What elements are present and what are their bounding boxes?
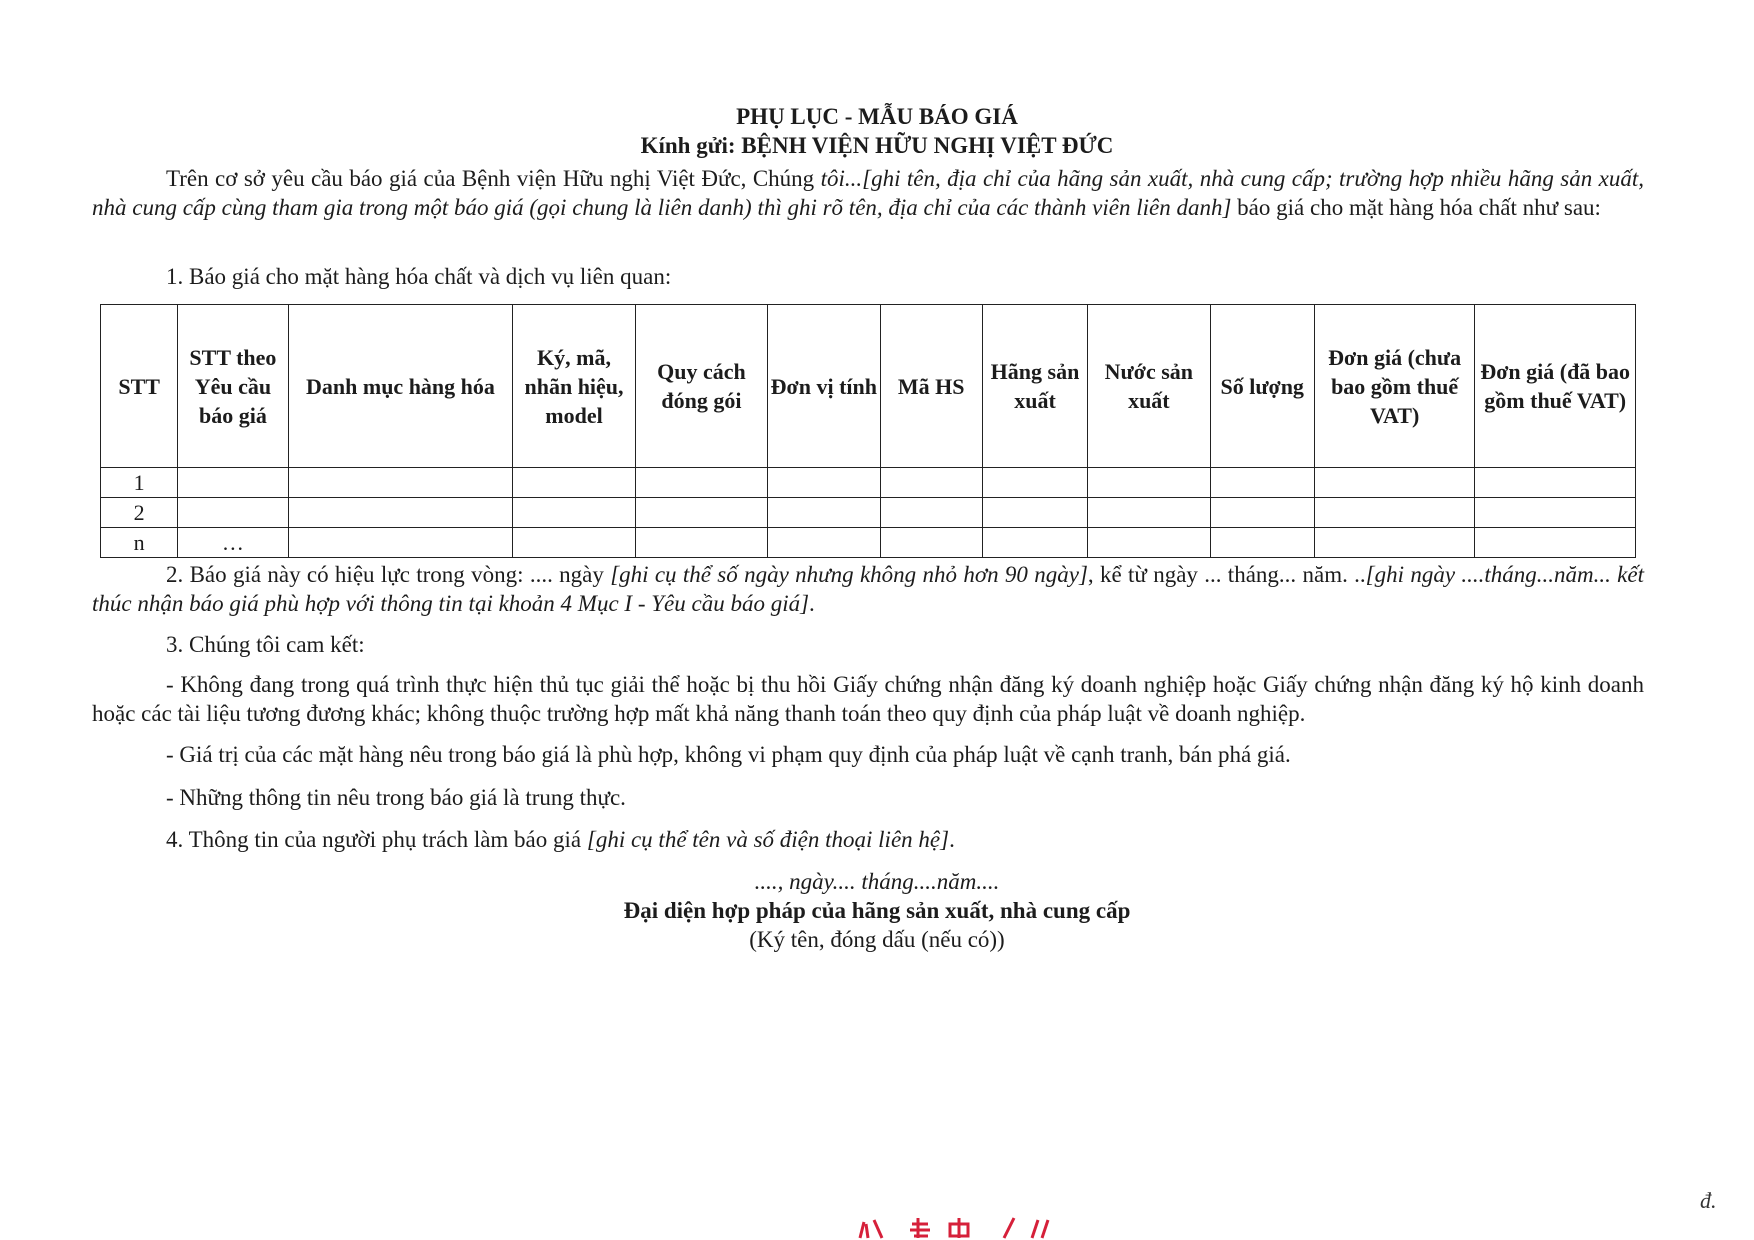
signature-note: (Ký tên, đóng dấu (nếu có))	[749, 927, 1005, 952]
intro-paragraph	[92, 164, 1644, 222]
table-cell	[1475, 468, 1636, 498]
header-price-incl-vat: Đơn giá (đã bao gồm thuế VAT)	[1475, 305, 1636, 468]
intro-text-2: báo giá cho mặt hàng hóa chất như sau:	[1231, 195, 1601, 220]
header-brand-model: Ký, mã, nhãn hiệu, model	[513, 305, 635, 468]
table-cell	[1210, 528, 1314, 558]
header-stt-request: STT theo Yêu cầu báo giá	[178, 305, 288, 468]
table-cell	[635, 498, 767, 528]
header-quantity: Số lượng	[1210, 305, 1314, 468]
table-cell	[1088, 468, 1210, 498]
section-2-text-1: 2. Báo giá này có hiệu lực trong vòng: .... ngày	[166, 562, 611, 587]
row-stt: 1	[101, 468, 178, 498]
signature-date	[0, 867, 1754, 896]
signature-date-text: ...., ngày.... tháng....năm....	[754, 869, 1000, 894]
table-header-row	[101, 305, 1636, 468]
commitment-2: - Giá trị của các mặt hàng nêu trong báo giá là phù hợp, không vi phạm quy định của pháp luật về cạnh tranh, bán phá giá.	[166, 742, 1291, 767]
page-title: PHỤ LỤC - MẪU BÁO GIÁ	[736, 104, 1018, 129]
header-stt: STT	[101, 305, 178, 468]
table-cell	[982, 498, 1087, 528]
table-cell	[768, 528, 880, 558]
quote-table	[100, 304, 1636, 558]
row-stt-request	[178, 498, 288, 528]
row-stt: n	[101, 528, 178, 558]
section-3-heading: 3. Chúng tôi cam kết:	[166, 632, 365, 657]
header-hs-code: Mã HS	[880, 305, 982, 468]
header-manufacturer: Hãng sản xuất	[982, 305, 1087, 468]
intro-instruction: tôi...[ghi tên, địa chỉ của hãng sản xuất, nhà cung cấp; trường hợp nhiều hãng sản xuất, nhà cung cấp cùng tham gia trong một báo giá (gọi chung là liên danh) thì ghi rõ tên, địa chỉ của các thành viên liên danh]	[92, 166, 1644, 220]
table-cell	[1475, 528, 1636, 558]
table-row	[101, 498, 1636, 528]
table-cell	[513, 498, 635, 528]
table-row	[101, 468, 1636, 498]
section-4-instruction: [ghi cụ thể tên và số điện thoại liên hệ]	[586, 827, 950, 852]
signature-title: Đại diện hợp pháp của hãng sản xuất, nhà cung cấp	[623, 898, 1131, 923]
section-1-heading: 1. Báo giá cho mặt hàng hóa chất và dịch vụ liên quan:	[166, 264, 672, 289]
row-stt: 2	[101, 498, 178, 528]
table-cell	[288, 528, 513, 558]
table-cell	[982, 528, 1087, 558]
table-cell	[1088, 498, 1210, 528]
header-price-excl-vat: Đơn giá (chưa bao gồm thuế VAT)	[1314, 305, 1475, 468]
section-2-instruction-2: [ghi ngày ....tháng...năm... kết thúc nhận báo giá phù hợp với thông tin tại khoản 4 Mục I - Yêu cầu báo giá]	[92, 562, 1644, 616]
header-unit: Đơn vị tính	[768, 305, 880, 468]
table-cell	[1314, 498, 1475, 528]
table-cell	[768, 468, 880, 498]
table-cell	[982, 468, 1087, 498]
recipient-line: Kính gửi: BỆNH VIỆN HỮU NGHỊ VIỆT ĐỨC	[640, 133, 1114, 158]
header-country: Nước sản xuất	[1088, 305, 1210, 468]
section-2-text-2: , kể từ ngày ... tháng... năm. ..	[1087, 562, 1366, 587]
table-cell	[513, 528, 635, 558]
table-cell	[635, 468, 767, 498]
row-stt-request: …	[178, 528, 288, 558]
table-cell	[513, 468, 635, 498]
commitment-1: - Không đang trong quá trình thực hiện thủ tục giải thể hoặc bị thu hồi Giấy chứng nhận đăng ký doanh nghiệp hoặc Giấy chứng nhận đăng ký hộ kinh doanh hoặc các tài liệu tương đương khác; không thuộc trường hợp mất khả năng thanh toán theo quy định của pháp luật về doanh nghiệp.	[92, 672, 1644, 726]
section-2-paragraph	[92, 560, 1644, 618]
table-row	[101, 528, 1636, 558]
table-cell	[1314, 528, 1475, 558]
commitment-3: - Những thông tin nêu trong báo giá là trung thực.	[166, 785, 626, 810]
initial-mark: đ.	[1700, 1188, 1717, 1213]
table-cell	[288, 498, 513, 528]
intro-text-1: Trên cơ sở yêu cầu báo giá của Bệnh viện Hữu nghị Việt Đức, Chúng	[166, 166, 821, 191]
table-cell	[288, 468, 513, 498]
table-cell	[1088, 528, 1210, 558]
table-cell	[768, 498, 880, 528]
section-2-text-3: .	[809, 591, 815, 616]
table-cell	[1210, 468, 1314, 498]
table-cell	[880, 468, 982, 498]
table-cell	[1210, 498, 1314, 528]
section-4-line	[166, 825, 955, 854]
table-cell	[635, 528, 767, 558]
table-cell	[880, 498, 982, 528]
section-4-text: 4. Thông tin của người phụ trách làm báo giá	[166, 827, 587, 852]
header-packaging: Quy cách đóng gói	[635, 305, 767, 468]
red-stamp-fragment	[854, 1214, 1064, 1240]
table-cell	[1475, 498, 1636, 528]
header-item-list: Danh mục hàng hóa	[288, 305, 513, 468]
section-2-instruction-1: [ghi cụ thể số ngày nhưng không nhỏ hơn 90 ngày]	[610, 562, 1088, 587]
table-cell	[880, 528, 982, 558]
section-4-end: .	[949, 827, 955, 852]
row-stt-request	[178, 468, 288, 498]
table-cell	[1314, 468, 1475, 498]
